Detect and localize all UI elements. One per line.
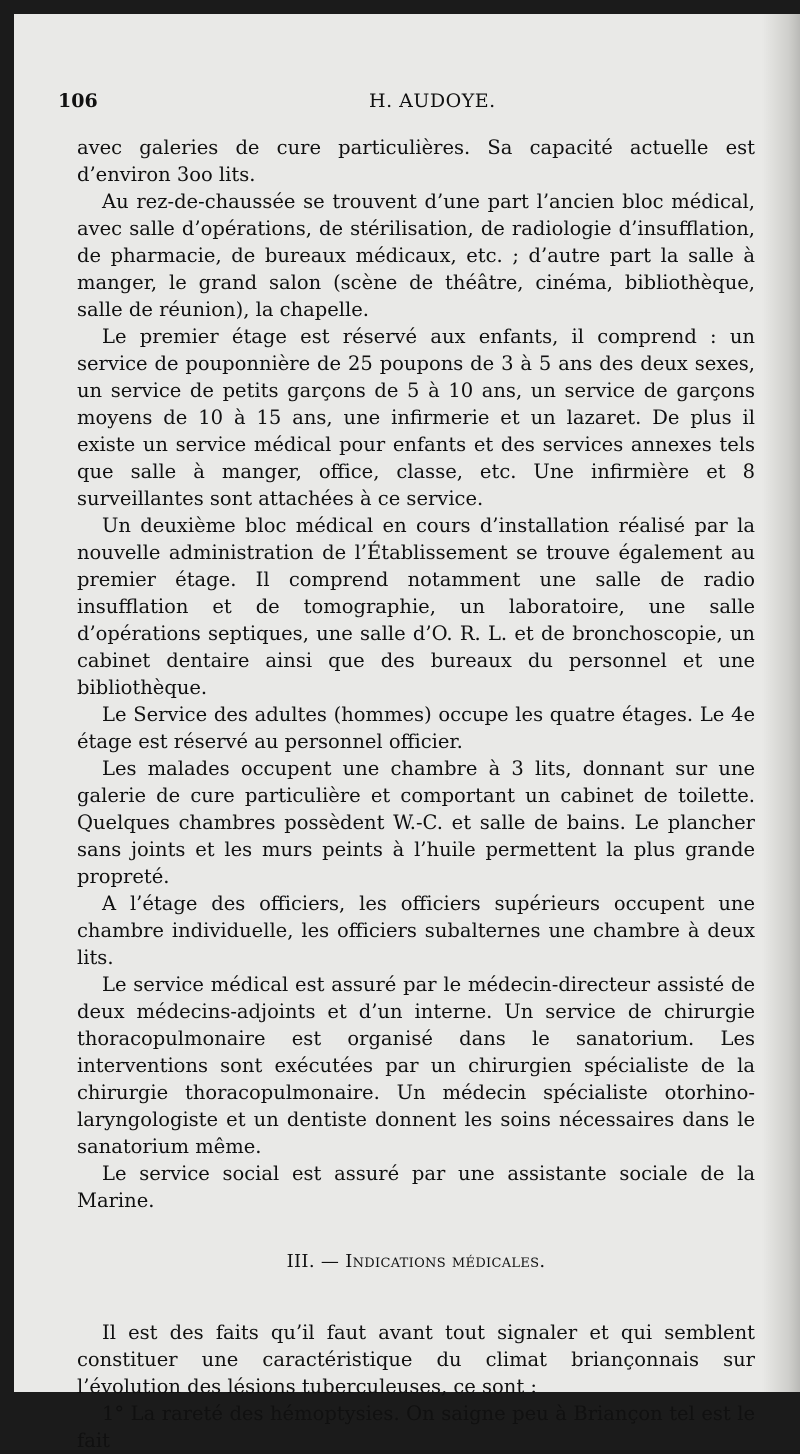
paragraph: Le service médical est assuré par le médecin-directeur assisté de deux médecins-adjoints et d’un interne. Un service de chirurgie thoracopulmonaire est organisé dans le sanatorium. Les interventions sont exécutées par un chirurgien spécialiste de la chirurgie thoracopulmonaire. Un médecin spécialiste otorhino-laryngologiste et un dentiste donnent les soins nécessaires dans le sanatorium même. (77, 973, 755, 1158)
paragraph: Le service social est assuré par une assistante sociale de la Marine. (77, 1162, 755, 1212)
paragraph: A l’étage des officiers, les officiers supérieurs occupent une chambre individuelle, les officiers subalternes une chambre à deux lits. (77, 892, 755, 969)
page-gutter-shadow (762, 14, 800, 1392)
paragraph: Au rez-de-chaussée se trouvent d’une part l’ancien bloc médical, avec salle d’opérations, de stérilisation, de radiologie d’insufflation, de pharmacie, de bureaux médicaux, etc. ; d’autre part la salle à manger, le grand salon (scène de théâtre, cinéma, bibliothèque, salle de réunion), la chapelle. (77, 190, 755, 321)
running-head: H. AUDOYE. (369, 90, 496, 112)
paragraph: Il est des faits qu’il faut avant tout signaler et qui semblent constituer une caractéristique du climat briançonnais sur l’évolution des lésions tuberculeuses, ce sont : (77, 1321, 755, 1398)
section-numeral: III. — (286, 1251, 340, 1272)
paragraph: Le Service des adultes (hommes) occupe les quatre étages. Le 4e étage est réservé au personnel officier. (77, 703, 755, 753)
page-number: 106 (58, 90, 98, 112)
paragraphs-after (77, 1319, 755, 1454)
body-text (77, 134, 755, 1454)
paragraph: 1° La rareté des hémoptysies. On saigne peu à Briançon tel est le fait (77, 1402, 755, 1452)
section-title: Indications médicales. (345, 1251, 546, 1272)
paragraph: Le premier étage est réservé aux enfants, il comprend : un service de pouponnière de 25 poupons de 3 à 5 ans des deux sexes, un service de petits garçons de 5 à 10 ans, un service de garçons moyens de 10 à 15 ans, une infirmerie et un lazaret. De plus il existe un service médical pour enfants et des services annexes tels que salle à manger, office, classe, etc. Une infirmière et 8 surveillantes sont attachées à ce service. (77, 325, 755, 510)
paragraphs-before (77, 134, 755, 1214)
section-heading (77, 1248, 755, 1275)
paragraph: Les malades occupent une chambre à 3 lits, donnant sur une galerie de cure particulière et comportant un cabinet de toilette. Quelques chambres possèdent W.-C. et salle de bains. Le plancher sans joints et les murs peints à l’huile permettent la plus grande propreté. (77, 757, 755, 888)
paragraph: Un deuxième bloc médical en cours d’installation réalisé par la nouvelle administration de l’Établissement se trouve également au premier étage. Il comprend notamment une salle de radio insufflation et de tomographie, un laboratoire, une salle d’opérations septiques, une salle d’O. R. L. et de bronchoscopie, un cabinet dentaire ainsi que des bureaux du personnel et une bibliothèque. (77, 514, 755, 699)
paragraph: avec galeries de cure particulières. Sa capacité actuelle est d’environ 3oo lits. (77, 136, 755, 186)
book-page (14, 14, 800, 1452)
page-header (14, 90, 774, 120)
